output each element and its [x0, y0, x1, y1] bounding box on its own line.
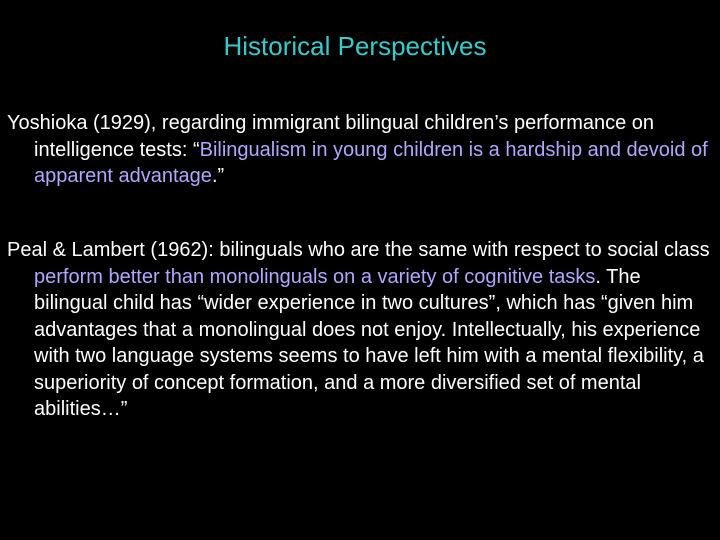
paragraph-text: Peal & Lambert (1962): bilinguals who are the same with respect to social class [7, 239, 710, 261]
highlighted-finding: perform better than monolinguals on a variety of cognitive tasks [34, 265, 596, 288]
highlighted-quote: Bilingualism in young children is a hardship and devoid of apparent advantage [34, 138, 708, 187]
paragraph-peal-lambert [7, 237, 713, 423]
paragraph-text: Yoshioka (1929), regarding immigrant bilingual children’s performance on intelligence tests: “ [7, 112, 655, 161]
paragraph-text: .” [211, 165, 225, 187]
paragraph-yoshioka [7, 110, 713, 190]
slide-title: Historical Perspectives [223, 31, 487, 61]
paragraph-text: . The bilingual child has “wider experience in two cultures”, which has “given him advantages that a monolingual does not enjoy. Intellectually, his experience with two language systems seems to have left him with a mental flexibility, a superiority of concept formation, and a more diversified set of mental abilities…” [34, 265, 704, 420]
